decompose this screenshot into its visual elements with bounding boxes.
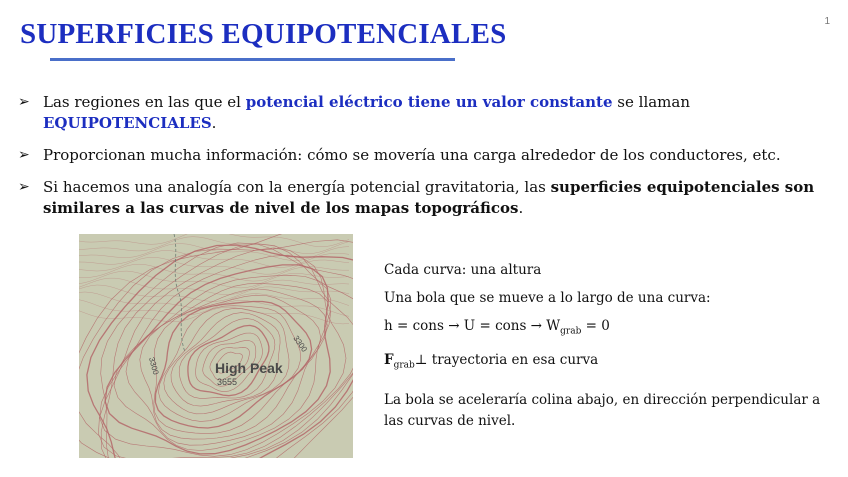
side-line-bola: Una bola que se mueve a lo largo de una curva:	[384, 290, 711, 306]
slide-number: 1	[824, 16, 830, 27]
bullet-item	[18, 92, 818, 134]
arrowhead-bullet-icon: ➢	[18, 94, 30, 110]
bullet-text: Las regiones en las que el	[43, 93, 246, 111]
peak-elevation-label: 3655	[217, 377, 238, 387]
side-line-altura: Cada curva: una altura	[384, 262, 542, 278]
bullet-highlight: potencial eléctrico tiene un valor constante	[245, 93, 613, 111]
arrowhead-bullet-icon: ➢	[18, 179, 30, 195]
topographic-map	[79, 234, 353, 458]
force-subscript: grab	[393, 360, 415, 371]
contour-label-left: 3300	[147, 356, 161, 376]
bullet-text: Proporcionan mucha información: cómo se movería una carga alrededor de los conductores, etc.	[43, 146, 781, 164]
bullet-text: .	[211, 114, 217, 132]
bullet-text: .	[518, 199, 524, 217]
arrowhead-bullet-icon: ➢	[18, 147, 30, 163]
equation-text: h = cons → U = cons → W	[384, 318, 561, 334]
bullet-item	[18, 145, 818, 166]
bullet-highlight: EQUIPOTENCIALES	[43, 114, 212, 132]
bullet-text: Si hacemos una analogía con la energía potencial gravitatoria, las	[43, 178, 551, 196]
side-line-equation	[384, 316, 824, 343]
map-background	[79, 234, 353, 458]
side-line-force	[384, 350, 824, 377]
equation-subscript: grab	[560, 326, 582, 337]
side-line-acelera: La bola se aceleraría colina abajo, en dirección perpendicular a las curvas de nivel.	[384, 392, 821, 430]
bullet-list	[18, 92, 818, 230]
bullet-item	[18, 177, 818, 219]
equation-end: = 0	[581, 318, 610, 334]
force-text: ⊥ trayectoria en esa curva	[414, 351, 599, 368]
bullet-bold: superficies equipotenciales son similares a las curvas de nivel de los mapas topográficos	[43, 178, 815, 217]
force-symbol: F	[384, 351, 394, 368]
topographic-map-svg	[79, 234, 353, 458]
title-underline	[50, 58, 455, 61]
contour-label-right: 3300	[291, 333, 309, 354]
page-title: SUPERFICIES EQUIPOTENCIALES	[20, 18, 507, 50]
bullet-text: se llaman	[612, 93, 691, 111]
side-text	[384, 260, 824, 439]
peak-name-label: High Peak	[215, 360, 283, 376]
